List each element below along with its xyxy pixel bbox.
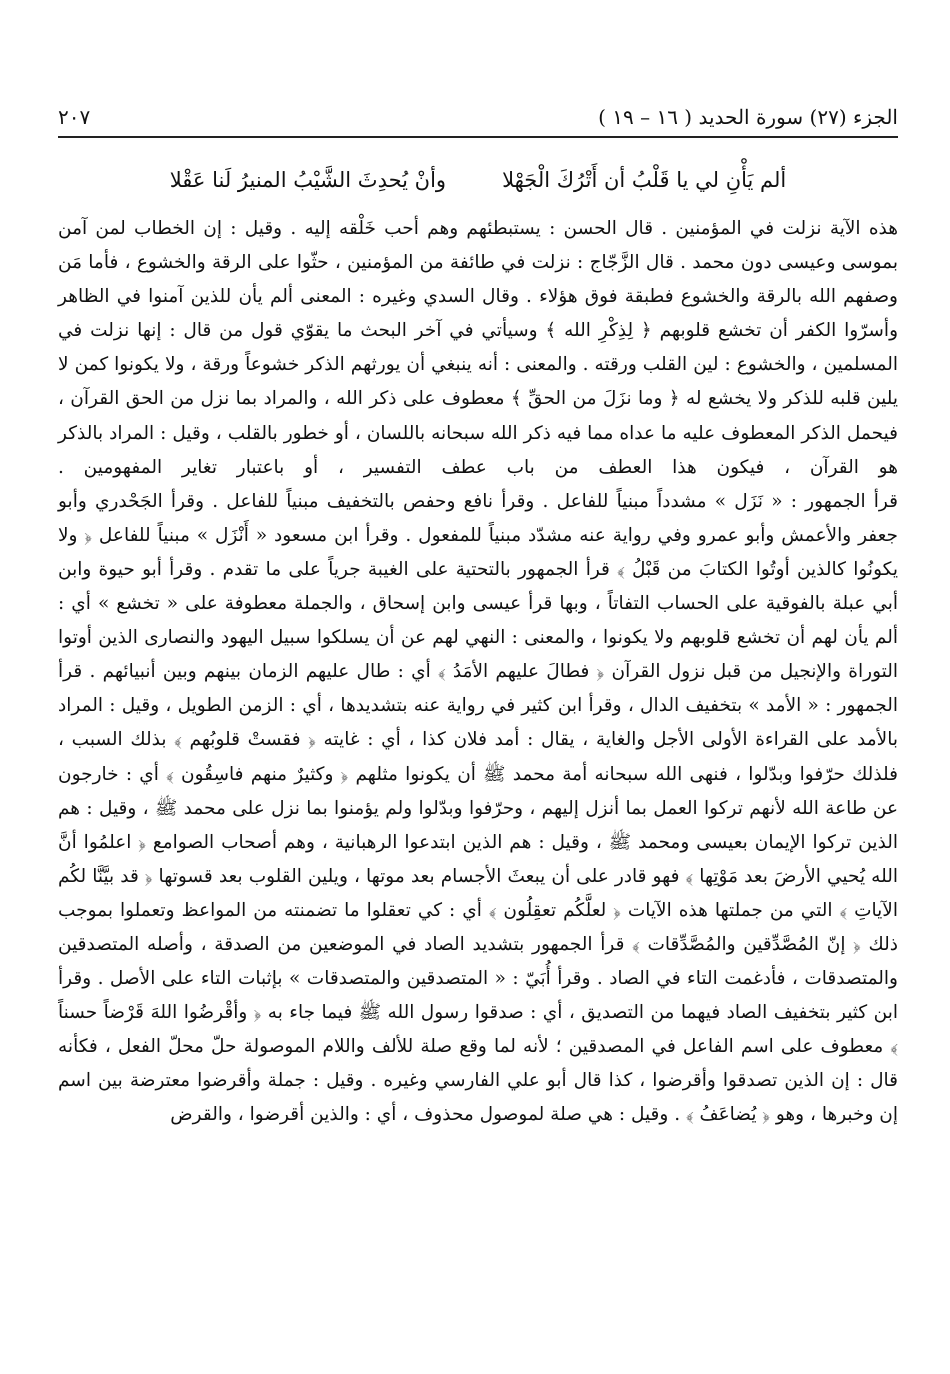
verse-second-hemistich: وأنْ يُحدِثَ الشَّيْبُ المنيرُ لَنا عَقْلا <box>169 168 447 192</box>
page-number: ٢٠٧ <box>58 105 91 129</box>
poetry-verse <box>58 160 898 200</box>
paragraph: هذه الآية نزلت في المؤمنين . قال الحسن : يستبطئهم وهم أحب خَلْقه إليه . وقيل : إن الخطاب لمن آمن بموسى وعيسى دون محمد . قال الزَّجّاج : نزلت في طائفة من المؤمنين ، حثّوا على الرقة والخشوع ، فأما مَن وصفهم الله بالرقة والخشوع فطبقة فوق هؤلاء . وقال السدي وغيره : المعنى ألم يأن للذين آمنوا في الظاهر وأسرّوا الكفر أن تخشع قلوبهم ﴿ لِذِكْرِ الله ﴾ وسيأتي في آخر البحث ما يقوّي قول من قال : إنها نزلت في المسلمين ، والخشوع : لين القلب ورقته . والمعنى : أنه ينبغي أن يورثهم الذكر خشوعاً ورقة ، ولا يكونوا كمن لا يلين قلبه للذكر ولا يخشع له ﴿ وما نزَلَ من الحقِّ ﴾ معطوف على ذكر الله ، والمراد بما نزل من الحق القرآن ، فيحمل الذكر المعطوف عليه ما عداه مما فيه ذكر الله سبحانه باللسان ، أو خطور بالقلب ، وقيل : المراد بالذكر هو القرآن ، فيكون هذا العطف من باب عطف التفسير ، أو باعتبار تغاير المفهومين . <box>58 218 898 478</box>
commentary-text <box>58 212 898 1133</box>
running-title: الجزء (٢٧) سورة الحديد ( ١٦ – ١٩ ) <box>598 105 898 129</box>
book-page <box>58 100 898 1133</box>
page-header <box>58 100 898 134</box>
verse-first-hemistich: ألم يَأْنِ لي يا قَلْبُ أن أَتْرُكَ الْجَهْلا <box>502 168 787 192</box>
paragraph: قرأ الجمهور : « نَزَل » مشدداً مبنياً للفاعل . وقرأ نافع وحفص بالتخفيف مبنياً للفاعل . وقرأ الجَحْدري وأبو جعفر والأعمش وأبو عمرو وفي رواية عنه مشدّد مبنياً للمفعول . وقرأ ابن مسعود « أَنْزَل » مبنياً للفاعل ﴿ ولا يكونُوا كالذين أوتُوا الكتابَ من قَبْلُ ﴾ قرأ الجمهور بالتحتية على الغيبة جرياً على ما تقدم . وقرأ أبو حيوة وابن أبي عبلة بالفوقية على الحساب التفاتاً ، وبها قرأ عيسى وابن إسحاق ، والجملة معطوفة على « تخشع » أي : ألم يأن لهم أن تخشع قلوبهم ولا يكونوا ، والمعنى : النهي لهم عن أن يسلكوا سبيل اليهود والنصارى الذين أوتوا التوراة والإنجيل من قبل نزول القرآن ﴿ فطالَ عليهم الأمَدُ ﴾ أي : طال عليهم الزمان بينهم وبين أنبيائهم . قرأ الجمهور : « الأمد » بتخفيف الدال ، وقرأ ابن كثير في رواية عنه بتشديدها ، أي : الزمن الطويل ، وقيل : المراد بالأمد على القراءة الأولى الأجل والغاية ، يقال : أمد فلان كذا ، أي : غايته ﴿ فقستْ قلوبُهم ﴾ بذلك السبب ، فلذلك حرّفوا وبدّلوا ، فنهى الله سبحانه أمة محمد ﷺ أن يكونوا مثلهم ﴿ وكثيرٌ منهم فاسِقُون ﴾ أي : خارجون عن طاعة الله لأنهم تركوا العمل بما أنزل إليهم ، وحرّفوا وبدّلوا ولم يؤمنوا بما نزل على محمد ﷺ ، وقيل : هم الذين تركوا الإيمان بعيسى ومحمد ﷺ ، وقيل : هم الذين ابتدعوا الرهبانية ، وهم أصحاب الصوامع ﴿ اعلمُوا أنَّ الله يُحيي الأرضَ بعد مَوْتِها ﴾ فهو قادر على أن يبعثَ الأجسام بعد موتها ، ويلين القلوب بعد قسوتها ﴿ قد بيَّنَّا لكُم الآياتِ ﴾ التي من جملتها هذه الآيات ﴿ لعلَّكُم تعقِلُون ﴾ أي : كي تعقلوا ما تضمنته من المواعظ وتعملوا بموجب ذلك ﴿ إنّ المُصَّدِّقين والمُصَّدِّقات ﴾ قرأ الجمهور بتشديد الصاد في الموضعين من الصدقة ، وأصله المتصدقين والمتصدقات ، فأدغمت التاء في الصاد . وقرأ أُبَيّ : « المتصدقين والمتصدقات » بإثبات التاء على الأصل . وقرأ ابن كثير بتخفيف الصاد فيهما من التصديق ، أي : صدقوا رسول الله ﷺ فيما جاء به ﴿ وأقْرضُوا اللهَ قَرْضاً حسناً ﴾ معطوف على اسم الفاعل في المصدقين ؛ لأنه لما وقع صلة للألف واللام الموصولة حلّ محلّ الفعل ، فكأنه قال : إن الذين تصدقوا وأقرضوا ، كذا قال أبو علي الفارسي وغيره . وقيل : جملة وأقرضوا معترضة بين اسم إن وخبرها ، وهو ﴿ يُضاعَفُ ﴾ . وقيل : هي صلة لموصول محذوف ، أي : والذين أقرضوا ، والقرض <box>58 490 898 1126</box>
header-rule <box>58 136 898 138</box>
